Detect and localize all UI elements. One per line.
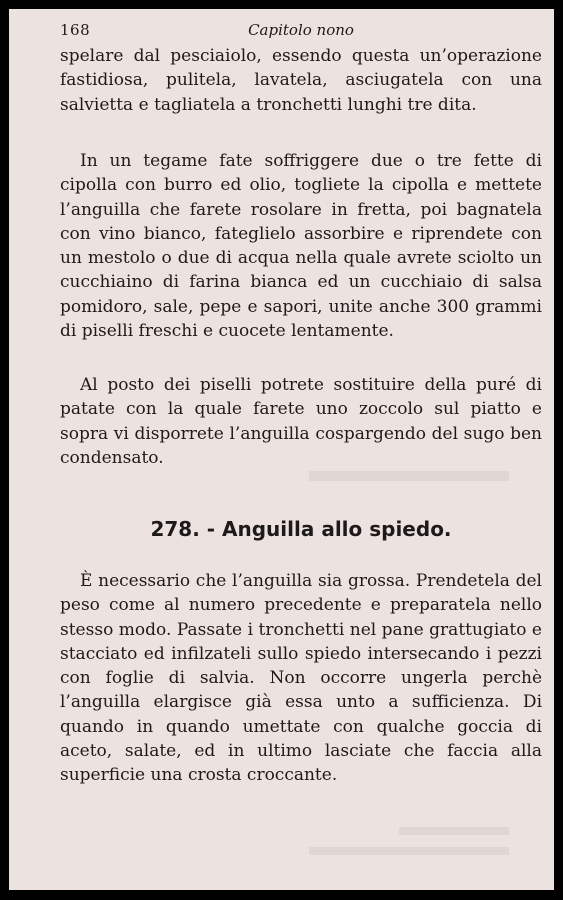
paragraph-cooking-method <box>60 149 542 343</box>
book-page <box>9 9 554 890</box>
paragraph-recipe <box>60 569 542 788</box>
paragraph-text: spelare dal pesciaiolo, essendo questa un’operazione fastidiosa, pulitela, lavatela, asciugatela con una salvietta e tagliatela a tronchetti lunghi tre dita. <box>60 46 542 115</box>
paragraph-text: Al posto dei piselli potrete sostituire della puré di patate con la quale farete uno zoccolo sul piatto e sopra vi disporrete l’anguilla cospargendo del sugo ben condensato. <box>60 375 542 468</box>
paragraph-text: È necessario che l’anguilla sia grossa. Prendetela del peso come al numero precedente e preparatela nello stesso modo. Passate i tronchetti nel pane grattugiato e stacciato ed infilzateli sullo spiedo intersecando i pezzi con foglie di salvia. Non occorre ungerla perchè l’anguilla elargisce già essa unto a sufficienza. Di quando in quando umettate con qualche goccia di aceto, salate, ed in ultimo lasciate che faccia alla superficie una crosta croccante. <box>60 571 542 786</box>
page-number: 168 <box>60 21 91 39</box>
page-header <box>60 21 542 43</box>
paragraph-variation <box>60 373 542 470</box>
paragraph-text: In un tegame fate soffriggere due o tre fette di cipolla con burro ed olio, togliete la cipolla e mettete l’anguilla che farete rosolare in fretta, poi bagnatela con vino bianco, fateglielo assorbire e riprendete con un mestolo o due di acqua nella quale avrete sciolto un cucchiaino di farina bianca ed un cucchiaio di salsa pomidoro, sale, pepe e sapori, unite anche 300 grammi di piselli freschi e cuocete lentamente. <box>60 151 542 342</box>
paragraph-continuation <box>60 44 542 117</box>
show-through-mark <box>309 471 509 481</box>
show-through-mark <box>399 827 509 835</box>
running-title: Capitolo nono <box>248 21 354 39</box>
recipe-heading: 278. - Anguilla allo spiedo. <box>150 517 452 541</box>
show-through-mark <box>309 847 509 855</box>
